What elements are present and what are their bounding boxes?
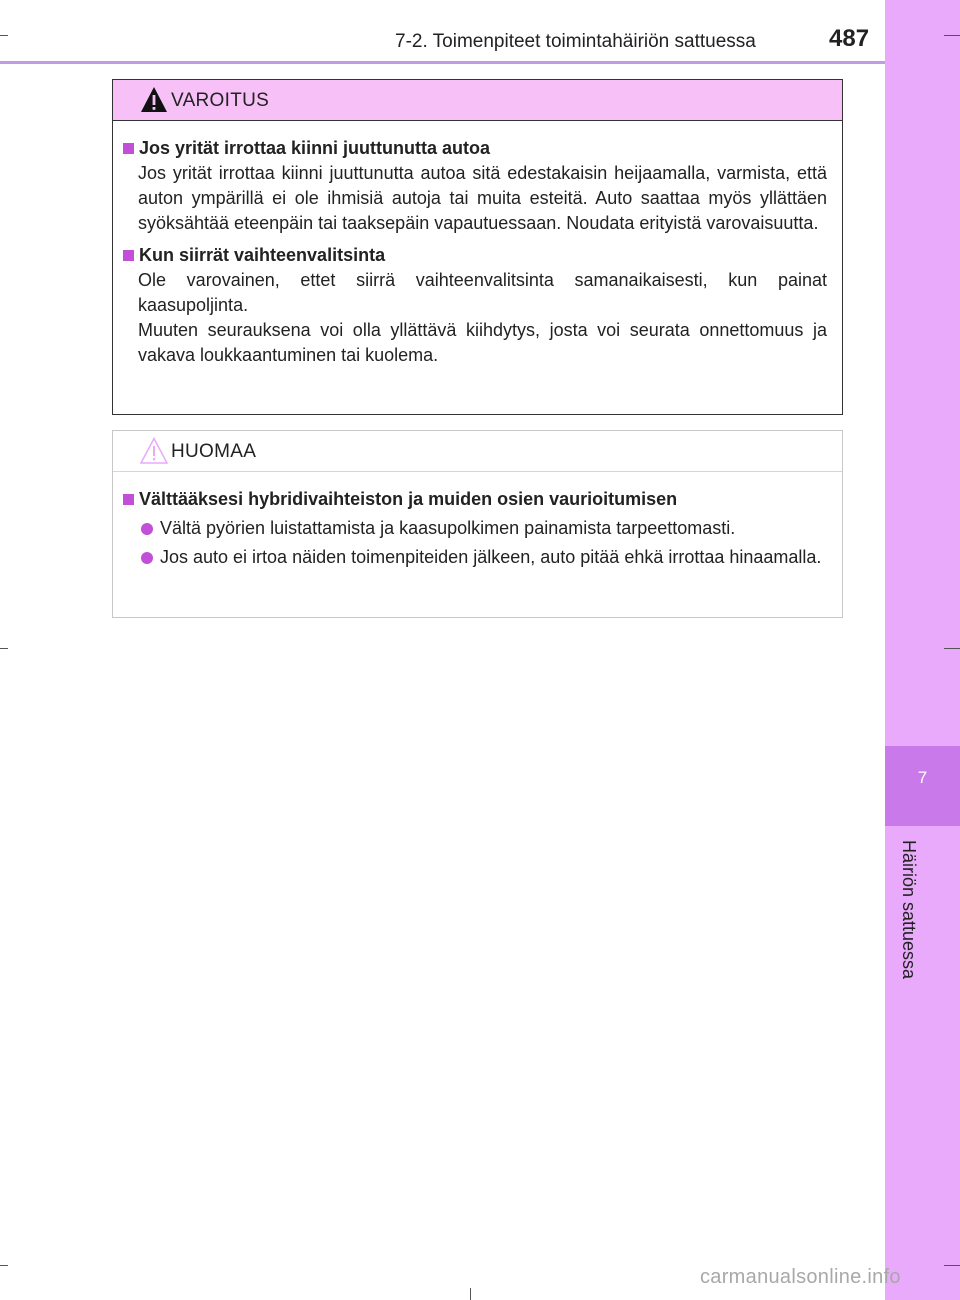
square-bullet-icon xyxy=(123,494,134,505)
topic-paragraph: Muuten seurauksena voi olla yllättävä kiihdytys, josta voi seurata onnettomuus ja vakava loukkaantuminen tai kuolema. xyxy=(138,320,827,365)
notice-body xyxy=(113,472,842,570)
square-bullet-icon xyxy=(123,250,134,261)
round-bullet-icon xyxy=(141,523,153,535)
topic-heading xyxy=(123,242,827,268)
topic-heading-text: Jos yrität irrottaa kiinni juuttunutta autoa xyxy=(139,138,491,158)
topic-paragraph: Ole varovainen, ettet siirrä vaihteenvalitsinta samanaikaisesti, kun painat kaasupoljinta. xyxy=(138,270,827,315)
notice-box xyxy=(112,430,843,618)
side-strip xyxy=(885,0,960,1300)
warning-header xyxy=(113,80,842,121)
list-item xyxy=(123,516,827,541)
page-number: 487 xyxy=(829,25,870,52)
topic-heading-text: Kun siirrät vaihteenvalitsinta xyxy=(139,245,386,265)
crop-mark xyxy=(0,35,8,36)
chapter-label: Häiriön sattuessa xyxy=(899,840,919,980)
crop-mark xyxy=(944,35,960,36)
warning-topic xyxy=(123,135,827,236)
topic-heading xyxy=(123,486,827,512)
notice-header xyxy=(113,431,842,472)
warning-triangle-icon xyxy=(139,85,169,115)
notice-title: HUOMAA xyxy=(171,441,257,462)
section-title: 7-2. Toimenpiteet toimintahäiriön sattuessa xyxy=(395,31,756,52)
crop-mark xyxy=(0,1265,8,1266)
round-bullet-icon xyxy=(141,552,153,564)
caution-triangle-icon xyxy=(139,436,169,466)
chapter-tab[interactable] xyxy=(885,746,960,826)
crop-mark xyxy=(944,648,960,649)
warning-body xyxy=(113,121,842,368)
chapter-number: 7 xyxy=(917,768,928,787)
crop-mark xyxy=(470,1288,471,1300)
warning-topic xyxy=(123,242,827,368)
topic-heading xyxy=(123,135,827,161)
topic-paragraph: Jos yrität irrottaa kiinni juuttunutta autoa sitä edestakaisin heijaamalla, varmista, että auton ympärillä ei ole ihmisiä autoja tai muita esteitä. Auto saattaa myös yllättäen syöksähtää eteenpäin tai taaksepäin vapautuessaan. Noudata erityistä varovaisuutta. xyxy=(138,163,827,233)
list-item-text: Jos auto ei irtoa näiden toimenpiteiden jälkeen, auto pitää ehkä irrottaa hinaamalla. xyxy=(160,547,822,567)
square-bullet-icon xyxy=(123,143,134,154)
page-header xyxy=(0,0,885,64)
warning-box xyxy=(112,79,843,415)
list-item-text: Vältä pyörien luistattamista ja kaasupolkimen painamista tarpeettomasti. xyxy=(160,518,736,538)
topic-heading-text: Välttääksesi hybridivaihteiston ja muiden osien vaurioitumisen xyxy=(139,489,678,509)
watermark: carmanualsonline.info xyxy=(700,1266,901,1288)
crop-mark xyxy=(944,1265,960,1266)
warning-title: VAROITUS xyxy=(171,90,270,111)
crop-mark xyxy=(0,648,8,649)
list-item xyxy=(123,545,827,570)
